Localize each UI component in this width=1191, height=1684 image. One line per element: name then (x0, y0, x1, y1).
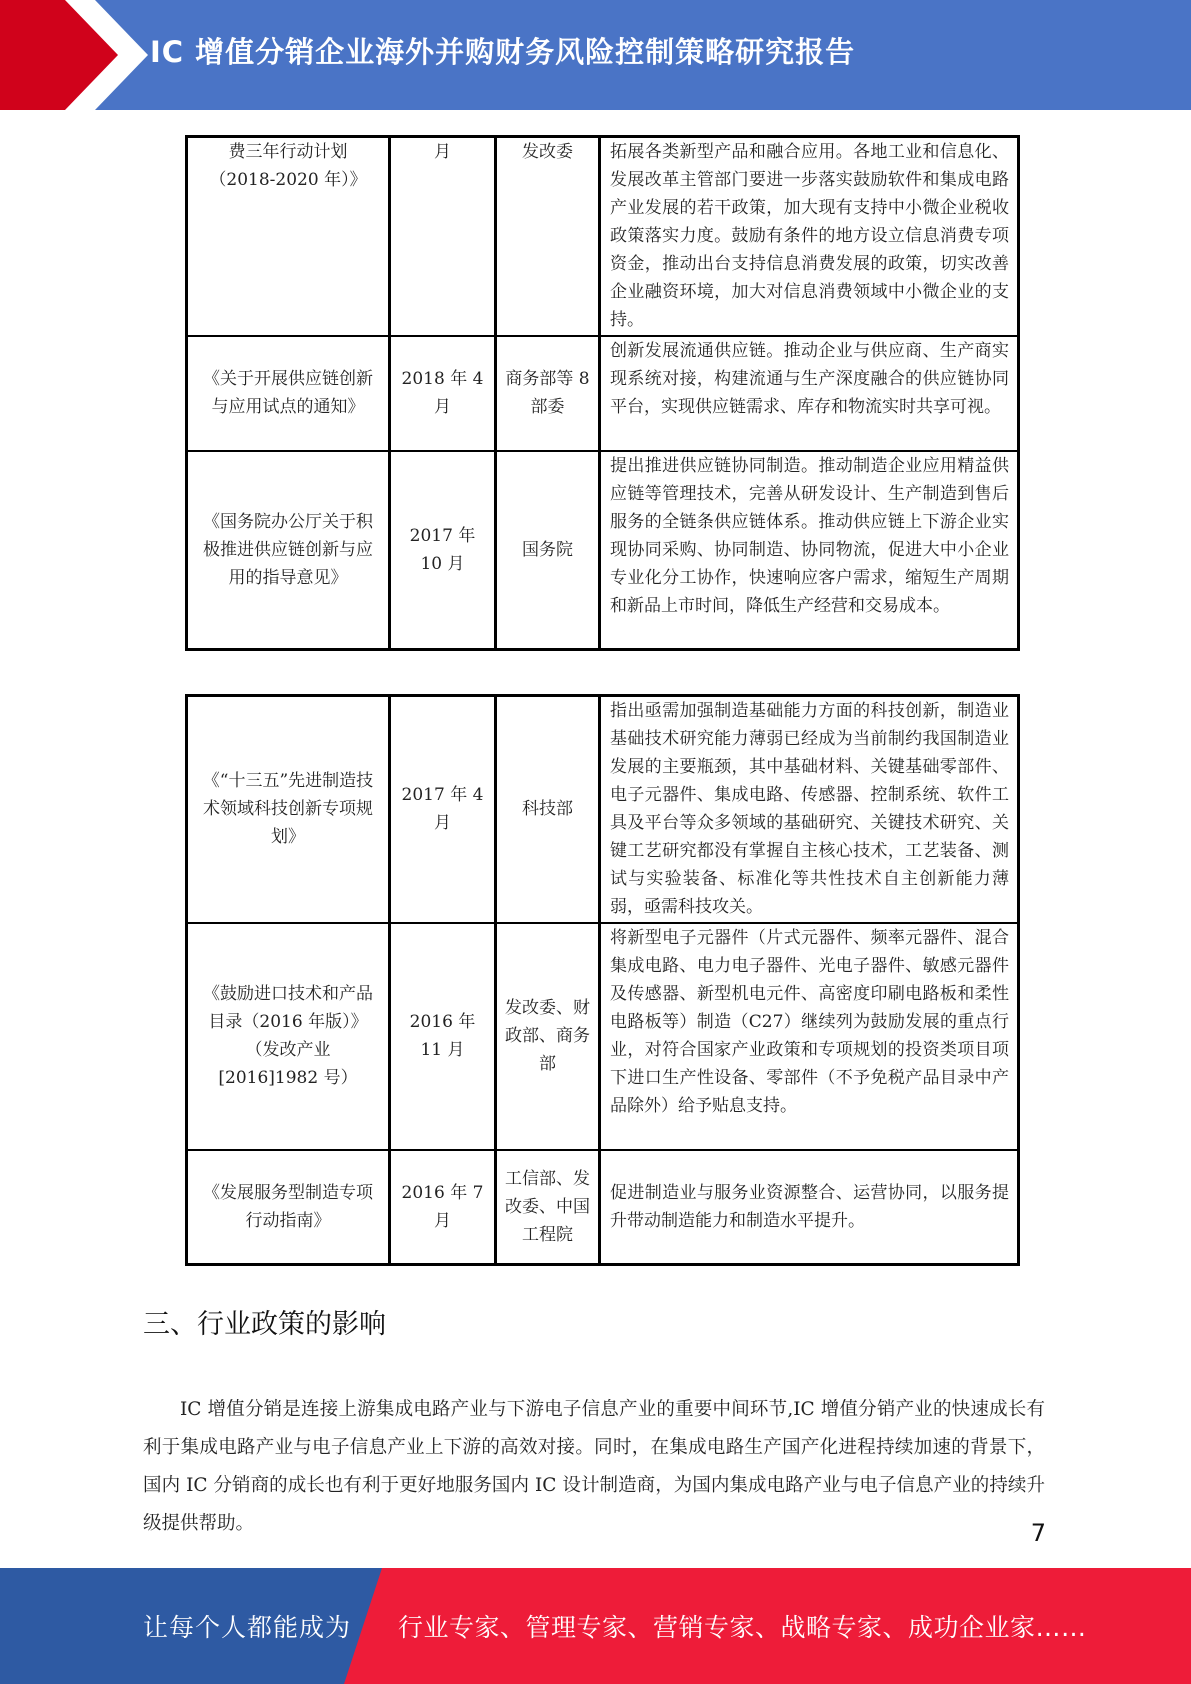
policy-issuer-cell: 发改委、财政部、商务部 (496, 923, 600, 1150)
policy-content-cell: 促进制造业与服务业资源整合、运营协同，以服务提升带动制造能力和制造水平提升。 (600, 1150, 1019, 1265)
policy-date-cell: 2016 年 11 月 (390, 923, 496, 1150)
policy-issuer-cell: 商务部等 8 部委 (496, 336, 600, 451)
table-row (187, 1150, 1019, 1265)
table-row (187, 137, 1019, 336)
policy-issuer-cell: 发改委 (496, 137, 600, 336)
section-heading: 三、行业政策的影响 (143, 1309, 386, 1340)
policy-name-cell: 费三年行动计划（2018-2020 年）》 (187, 137, 390, 336)
policy-table-2 (185, 694, 1020, 1266)
policy-name-cell: 《发展服务型制造专项行动指南》 (187, 1150, 390, 1265)
policy-issuer-cell: 国务院 (496, 451, 600, 650)
header-title: IC 增值分销企业海外并购财务风险控制策略研究报告 (150, 34, 856, 69)
policy-content-cell: 拓展各类新型产品和融合应用。各地工业和信息化、发展改革主管部门要进一步落实鼓励软件和集成电路产业发展的若干政策，加大现有支持中小微企业税收政策落实力度。鼓励有条件的地方设立信息消费专项资金，推动出台支持信息消费发展的政策，切实改善企业融资环境，加大对信息消费领域中小微企业的支持。 (600, 137, 1019, 336)
header-arrow-decoration (0, 0, 160, 110)
section-paragraph: IC 增值分销是连接上游集成电路产业与下游电子信息产业的重要中间环节,IC 增值分销产业的快速成长有利于集成电路产业与电子信息产业上下游的高效对接。同时，在集成电路生产国产化进程持续加速的背景下，国内 IC 分销商的成长也有利于更好地服务国内 IC 设计制造商，为国内集成电路产业与电子信息产业的持续升级提供帮助。 (143, 1398, 1045, 1534)
page-header (0, 0, 1191, 110)
policy-name-cell: 《国务院办公厅关于积极推进供应链创新与应用的指导意见》 (187, 451, 390, 650)
page-footer (0, 1568, 1191, 1684)
policy-content-cell: 提出推进供应链协同制造。推动制造企业应用精益供应链等管理技术，完善从研发设计、生产制造到售后服务的全链条供应链体系。推动供应链上下游企业实现协同采购、协同制造、协同物流，促进大中小企业专业化分工协作，快速响应客户需求，缩短生产周期和新品上市时间，降低生产经营和交易成本。 (600, 451, 1019, 650)
table-row (187, 696, 1019, 923)
table-row (187, 336, 1019, 451)
policy-date-cell: 2017 年 10 月 (390, 451, 496, 650)
footer-slogan-left: 让每个人都能成为 (143, 1613, 352, 1642)
policy-date-cell: 2018 年 4 月 (390, 336, 496, 451)
policy-issuer-cell: 科技部 (496, 696, 600, 923)
page-number: 7 (1030, 1519, 1046, 1547)
policy-name-cell: 《关于开展供应链创新与应用试点的通知》 (187, 336, 390, 451)
policy-name-cell: 《“十三五”先进制造技术领域科技创新专项规划》 (187, 696, 390, 923)
policy-content-cell: 将新型电子元器件（片式元器件、频率元器件、混合集成电路、电力电子器件、光电子器件、敏感元器件及传感器、新型机电元件、高密度印刷电路板和柔性电路板等）制造（C27）继续列为鼓励发展的重点行业，对符合国家产业政策和专项规划的投资类项目项下进口生产性设备、零部件（不予免税产品目录中产品除外）给予贴息支持。 (600, 923, 1019, 1150)
policy-date-cell: 2017 年 4 月 (390, 696, 496, 923)
policy-content-cell: 创新发展流通供应链。推动企业与供应商、生产商实现系统对接，构建流通与生产深度融合的供应链协同平台，实现供应链需求、库存和物流实时共享可视。 (600, 336, 1019, 451)
table-row (187, 451, 1019, 650)
policy-date-cell: 2016 年 7 月 (390, 1150, 496, 1265)
policy-issuer-cell: 工信部、发改委、中国工程院 (496, 1150, 600, 1265)
policy-content-cell: 指出亟需加强制造基础能力方面的科技创新，制造业基础技术研究能力薄弱已经成为当前制约我国制造业发展的主要瓶颈，其中基础材料、关键基础零部件、电子元器件、集成电路、传感器、控制系统、软件工具及平台等众多领域的基础研究、关键技术研究、关键工艺研究都没有掌握自主核心技术，工艺装备、测试与实验装备、标准化等共性技术自主创新能力薄弱，亟需科技攻关。 (600, 696, 1019, 923)
policy-name-cell: 《鼓励进口技术和产品目录（2016 年版）》（发改产业[2016]1982 号） (187, 923, 390, 1150)
table-row (187, 923, 1019, 1150)
policy-table-1 (185, 135, 1020, 651)
policy-date-cell: 月 (390, 137, 496, 336)
footer-slogan-right: 行业专家、管理专家、营销专家、战略专家、成功企业家…… (398, 1613, 1087, 1642)
